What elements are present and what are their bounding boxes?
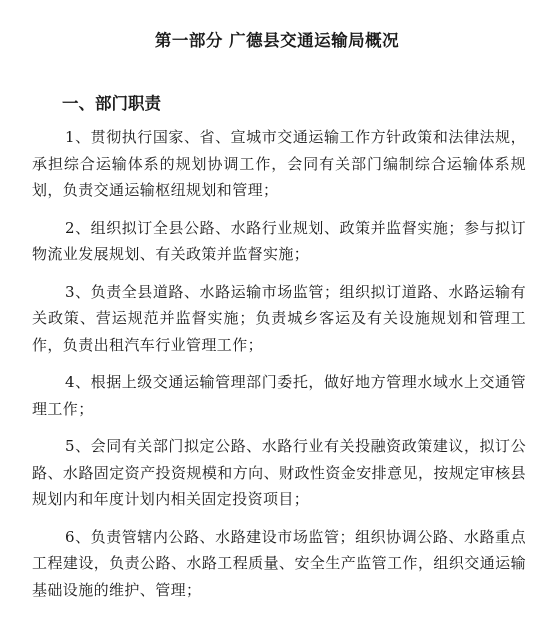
duty-paragraph-5: 5、会同有关部门拟定公路、水路行业有关投融资政策建议，拟订公路、水路固定资产投资规模和方向、财政性资金安排意见，按规定审核县规划内和年度计划内相关固定投资项目； bbox=[32, 437, 526, 508]
section-heading: 一、部门职责 bbox=[62, 94, 161, 113]
duty-paragraph-3: 3、负责全县道路、水路运输市场监管；组织拟订道路、水路运输有关政策、营运规范并监督实施；负责城乡客运及有关设施规划和管理工作，负责出租汽车行业管理工作； bbox=[32, 282, 526, 354]
document-title: 第一部分 广德县交通运输局概况 bbox=[154, 31, 400, 50]
duty-paragraph-2: 2、组织拟订全县公路、水路行业规划、政策并监督实施；参与拟订物流业发展规划、有关政策并监督实施； bbox=[32, 218, 526, 263]
duty-paragraph-1: 1、贯彻执行国家、省、宣城市交通运输工作方针政策和法律法规，承担综合运输体系的规划协调工作，会同有关部门编制综合运输体系规划，负责交通运输枢纽规划和管理； bbox=[32, 128, 526, 199]
duties-list bbox=[32, 124, 526, 614]
duty-paragraph-4: 4、根据上级交通运输管理部门委托，做好地方管理水域水上交通管理工作； bbox=[32, 373, 526, 418]
duty-paragraph-6: 6、负责管辖内公路、水路建设市场监管；组织协调公路、水路重点工程建设，负责公路、水路工程质量、安全生产监管工作，组织交通运输基础设施的维护、管理； bbox=[32, 527, 526, 599]
